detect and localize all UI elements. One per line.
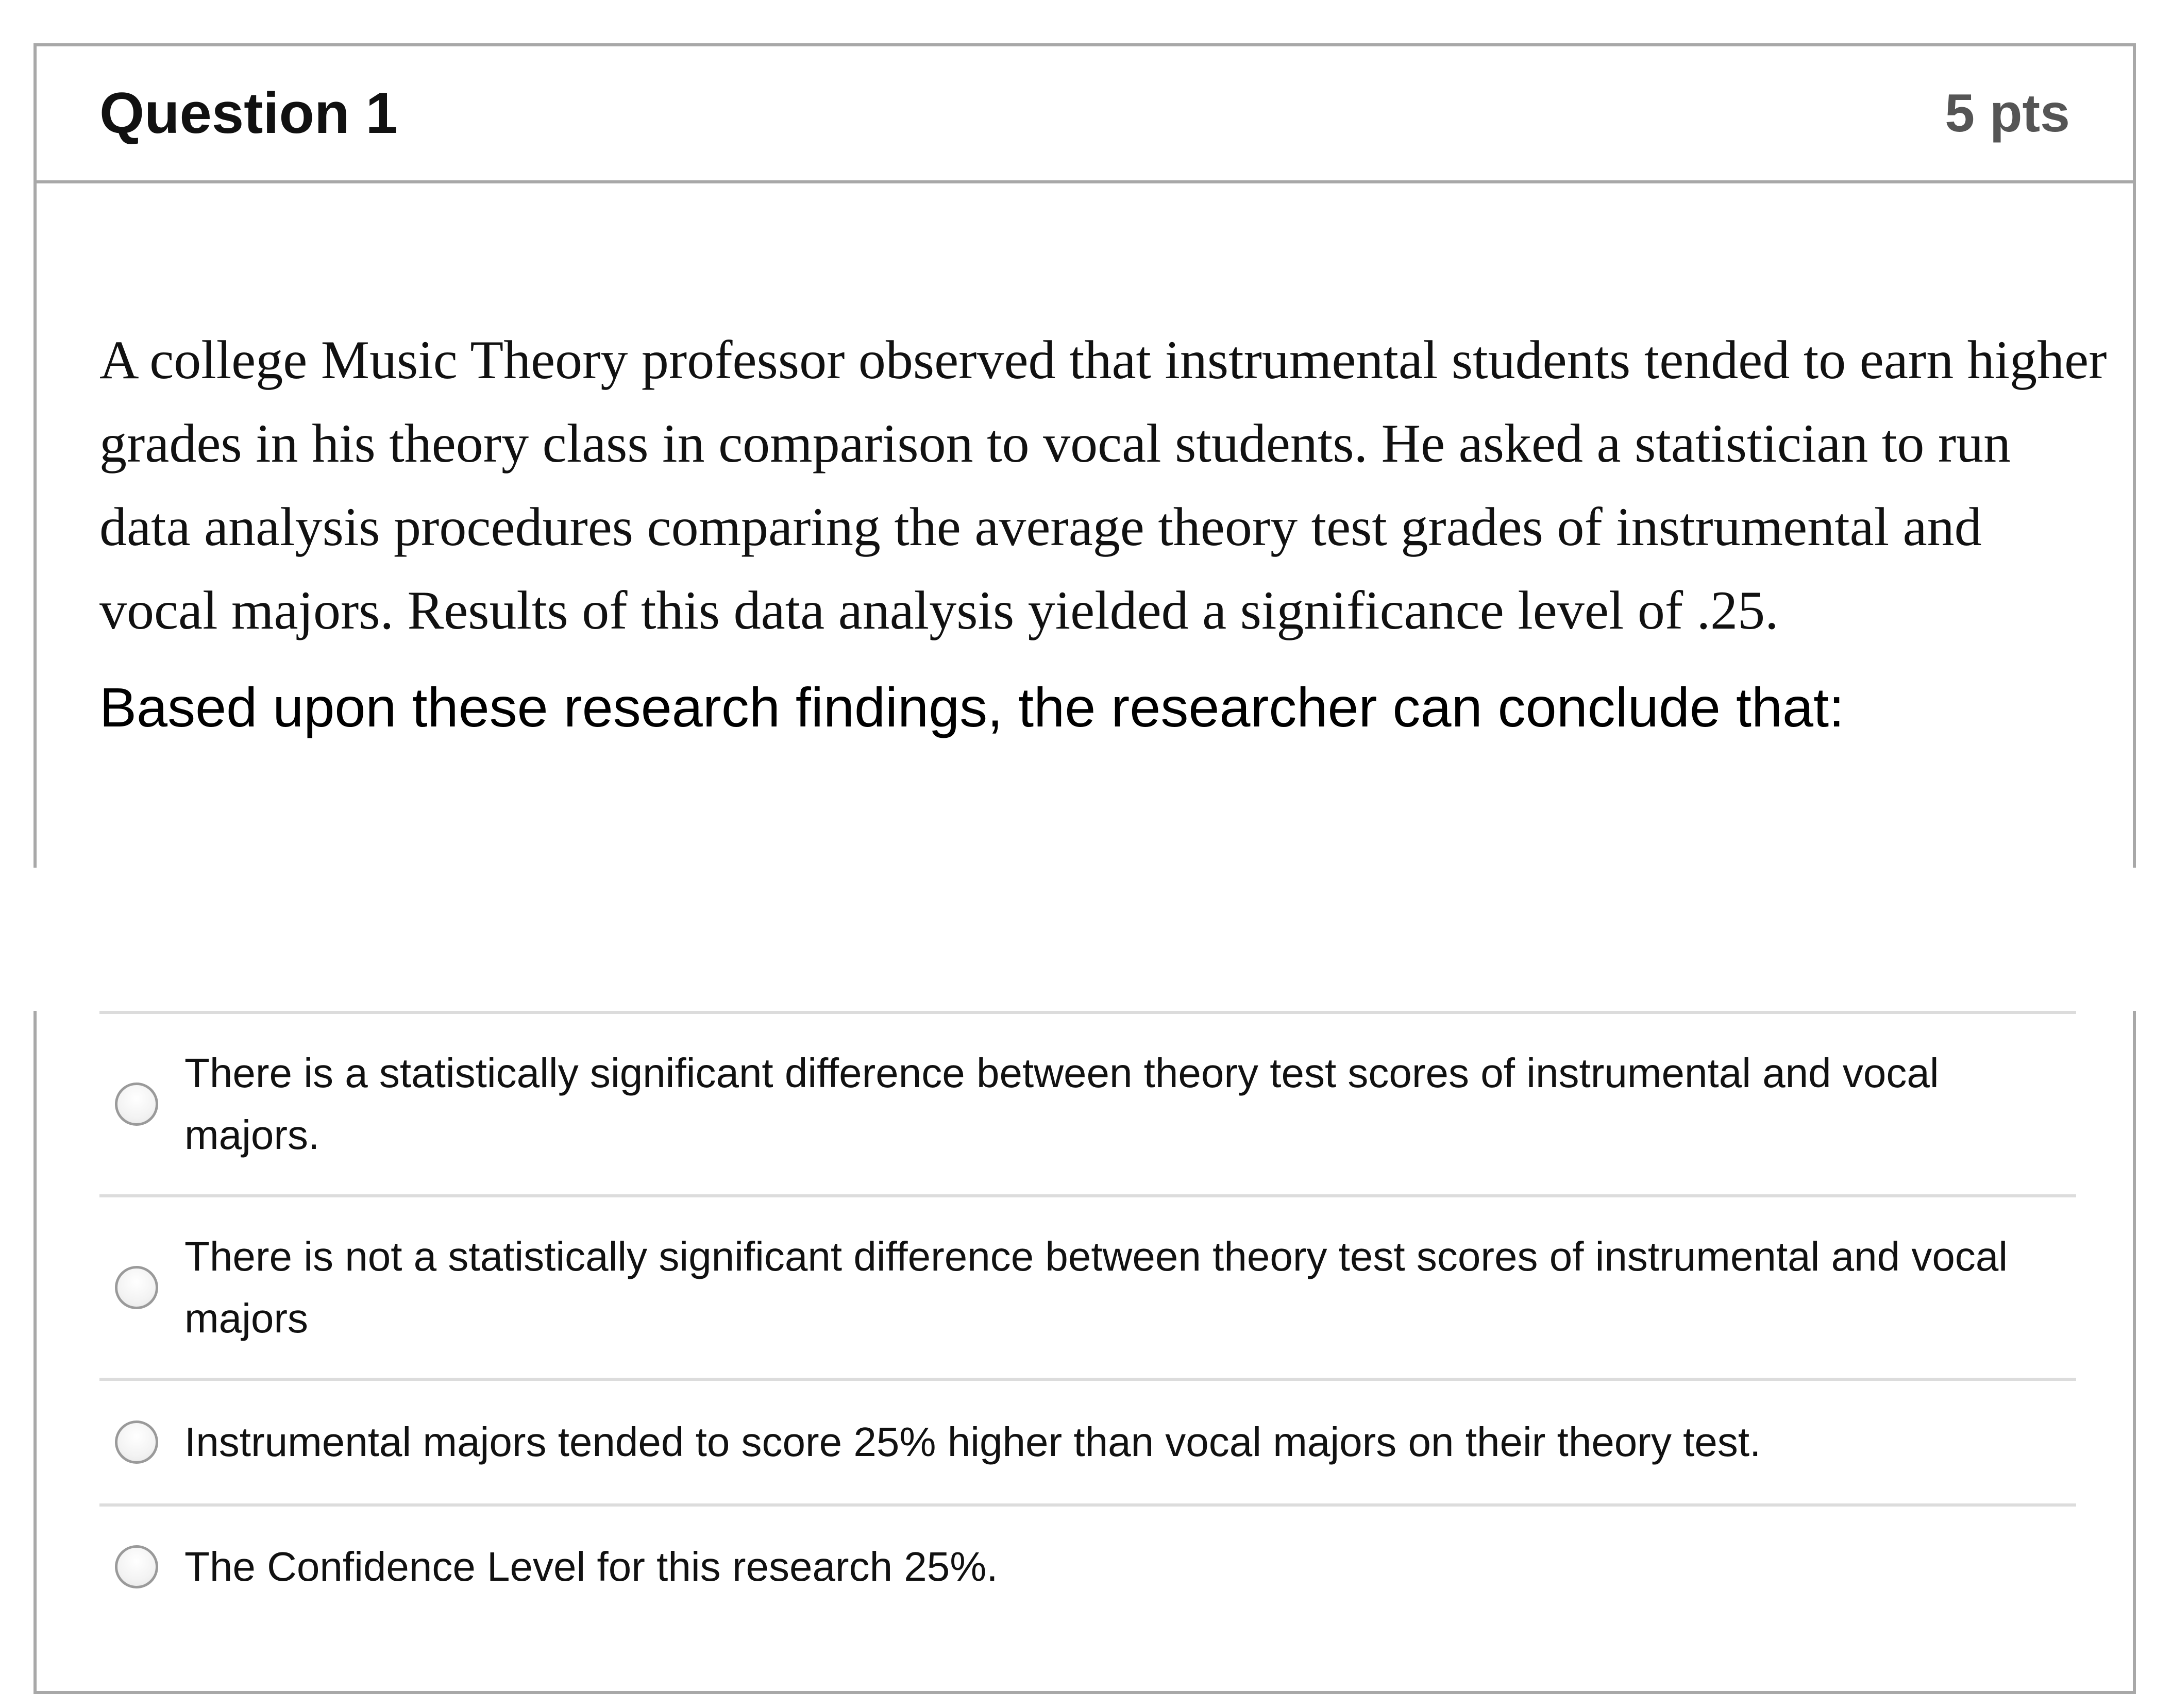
radio-button[interactable] — [115, 1420, 158, 1464]
question-header — [37, 46, 2133, 183]
question-stem: A college Music Theory professor observed that instrumental students tended to earn higher grades in his theory class in comparison to vocal students. He asked a statistician to run data analysis procedures comparing the average theory test grades of instrumental and vocal majors. Results of this data analysis yielded a significance level of .25. — [99, 330, 2107, 640]
question-title: Question 1 — [99, 81, 398, 145]
radio-button[interactable] — [115, 1545, 158, 1588]
answer-options — [33, 1011, 2136, 1694]
question-points: 5 pts — [1945, 83, 2070, 143]
answer-label[interactable]: Instrumental majors tended to score 25% higher than vocal majors on their theory test. — [184, 1419, 1761, 1465]
answer-option-2[interactable] — [99, 1194, 2076, 1378]
radio-button[interactable] — [115, 1083, 158, 1126]
answer-label[interactable]: The Confidence Level for this research 25%. — [184, 1544, 998, 1589]
question-text — [99, 318, 2109, 805]
answer-label[interactable]: There is a statistically significant difference between theory test scores of instrumental and vocal majors. — [184, 1050, 1939, 1158]
question-prompt: Based upon these research findings, the researcher can conclude that: — [99, 676, 1845, 738]
radio-button[interactable] — [115, 1266, 158, 1309]
answer-label[interactable]: There is not a statistically significant difference between theory test scores of instrumental and vocal majors — [184, 1233, 2008, 1341]
answer-option-3[interactable] — [99, 1378, 2076, 1503]
question-card — [33, 43, 2136, 868]
answer-option-4[interactable] — [99, 1503, 2076, 1627]
answer-option-1[interactable] — [99, 1011, 2076, 1194]
answer-list — [99, 1011, 2076, 1627]
